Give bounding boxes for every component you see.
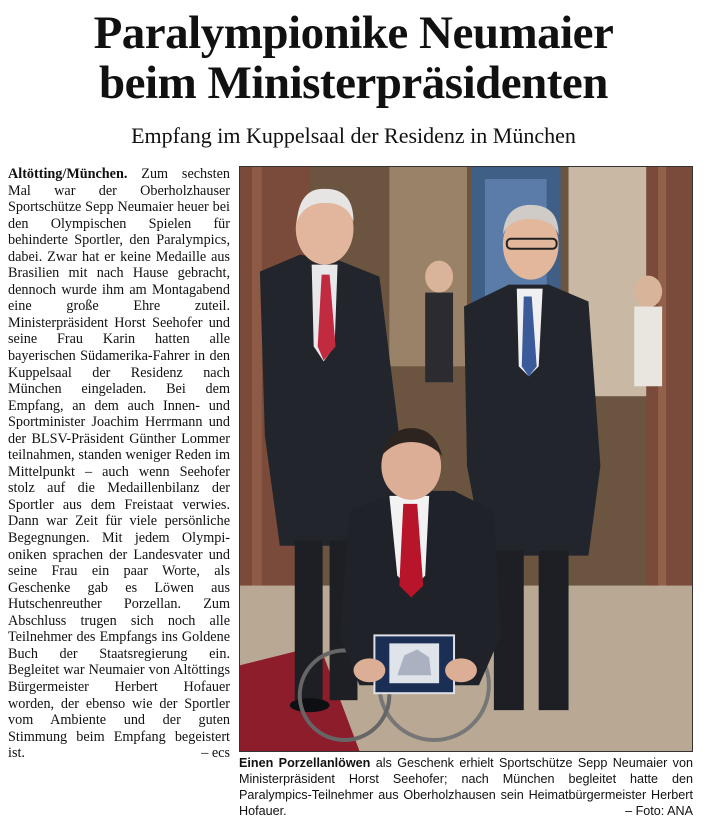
article-body [8,166,230,826]
photo-caption [239,755,693,819]
photo-credit: – Foto: ANA [625,804,693,818]
article-photo [239,166,693,752]
photo-illustration [240,167,692,751]
caption-lead: Einen Porzellanlöwen [239,756,371,770]
headline-line-2: beim Ministerpräsidenten [99,57,608,109]
caption-text: als Geschenk erhielt Sportschütze Sepp Neumaier von Ministerpräsident Horst Seehofer; nach München begleitet hatte den Paralympics-Teilnehmer aus Oberholzhausen sein Heimatbürgermeister Herbert Hofauer. [239,756,693,818]
headline-line-1: Paralympionike Neumaier [93,7,614,59]
subheadline: Empfang im Kuppelsaal der Residenz in München [131,123,576,148]
dateline: Altötting/München. [8,166,128,182]
headline [0,8,707,108]
body-text: Zum sechsten Mal war der Oberholzhauser Sportschütze Sepp Neumaier heuer bei den Olympischen Spielen für behinderte Sportler, den Paralympics, dabei. Zwar hat er keine Medaille aus Brasilien mit nach Hause gebracht, dennoch wurde ihm am Montagabend eine große Ehre zuteil. Ministerpräsident Horst Seehofer und seine Frau Karin hatten alle bayerischen Südamerika-Fahrer in den Kuppelsaal der Residenz nach München eingeladen. Bei dem Empfang, an dem auch Innen- und Sportminister Joachim Herrmann und der BLSV-Präsident Günther Lommer teilnahmen, standen weniger Reden im Mittelpunkt – auch wenn Seehofer stolz auf die Medaillenbilanz der Sportler aus dem Freistaat verwies. Dann war Zeit für viele persönliche Begegnungen. Mit jedem Olympioniken sprachen der Landesvater und seine Frau ein paar Worte, als Geschenke gab es Löwen aus Hutschenreuther Porzellan. Zum Abschluss trugen sich noch alle Teilnehmer des Empfangs ins Goldene Buch der Staatsregierung ein. Begleitet war Neumaier von Altöttings Bürgermeister Herbert Hofauer worden, der ebenso wie der Sportler vom Ambiente und der guten Stimmung beim Empfang begeistert ist. [8,166,230,762]
author-initials: – ecs [201,745,230,762]
